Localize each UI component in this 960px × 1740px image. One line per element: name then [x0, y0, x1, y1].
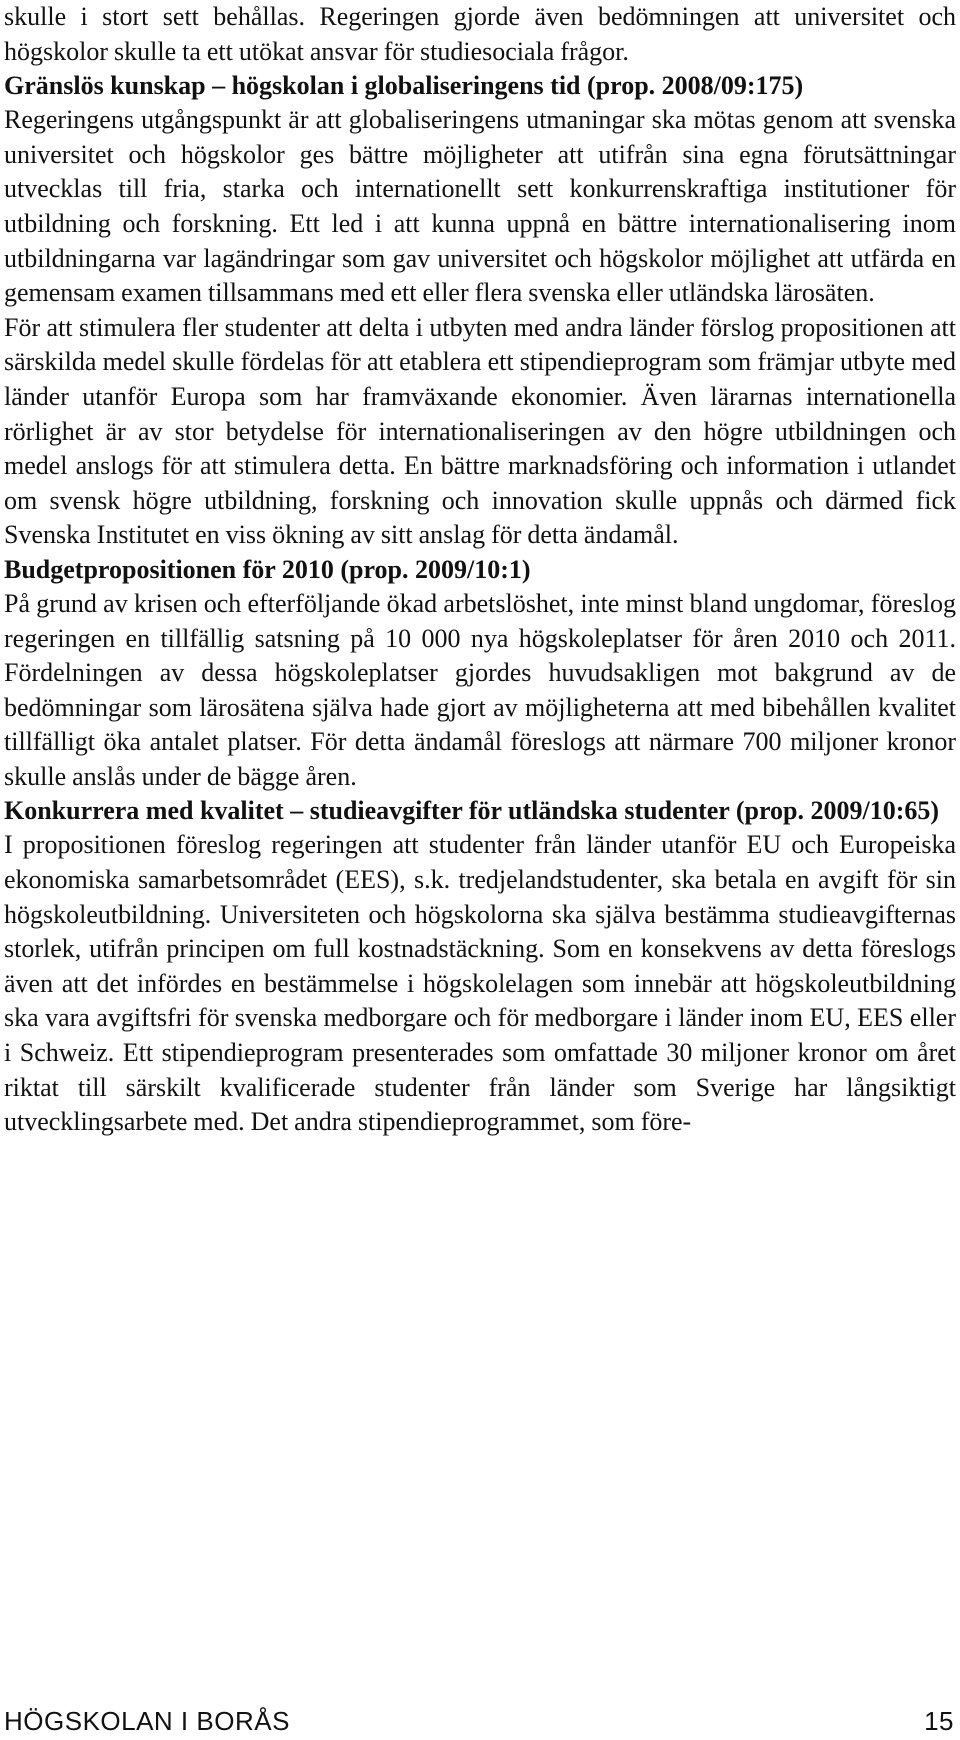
footer-publisher: HÖGSKOLAN I BORÅS — [4, 1706, 290, 1736]
paragraph-studieavgifter: I propositionen föreslog regeringen att studenter från länder utanför EU och Europeiska ekonomiska samarbetsområdet (EES), s.k. tredjelandstudenter, ska betala en avgift för sin högskoleutbildning. Universiteten och högskolorna ska själva bestämma studieavgifternas storlek, utifrån principen om full kostnadstäckning. Som en konsekvens av detta föreslogs även att det infördes en bestämmelse i högskolelagen som innebär att högskoleutbildning ska vara avgiftsfri för svenska medborgare och för medborgare i länder inom EU, EES eller i Schweiz. Ett stipendieprogram presenterades som omfattade 30 miljoner kronor om året riktat till särskilt kvalificerade studenter från länder som Sverige har långsiktigt utvecklingsarbete med. Det andra stipendieprogrammet, som före- — [4, 830, 956, 1137]
document-body — [4, 0, 956, 1140]
heading-granslos-kunskap: Gränslös kunskap – högskolan i globaliseringens tid (prop. 2008/09:175) — [4, 71, 804, 101]
heading-budgetpropositionen: Budgetpropositionen för 2010 (prop. 2009/10:1) — [4, 554, 531, 584]
page-number: 15 — [924, 1706, 954, 1736]
paragraph-stimulera-studenter: För att stimulera fler studenter att delta i utbyten med andra länder förslog propositionen att särskilda medel skulle fördelas för att etablera ett stipendieprogram som främjar utbyte med länder utanför Europa som har framväxande ekonomier. Även lärarnas internationella rörlighet är av stor betydelse för internationaliseringen av den högre utbildningen och medel anslogs för att stimulera detta. En bättre marknadsföring och information i utlandet om svensk högre utbildning, forskning och innovation skulle uppnås och därmed fick Svenska Institutet en viss ökning av sitt anslag för detta ändamål. — [4, 312, 956, 550]
page-footer — [4, 1706, 954, 1740]
paragraph-globalisering: Regeringens utgångspunkt är att globaliseringens utmaningar ska mötas genom att svenska universitet och högskolor ges bättre möjligheter att utifrån sina egna förutsättningar utvecklas till fria, starka och internationellt sett konkurrenskraftiga institutioner för utbildning och forskning. Ett led i att kunna uppnå en bättre internationalisering inom utbildningarna var lagändringar som gav universitet och högskolor möjlighet att utfärda en gemensam examen tillsammans med ett eller flera svenska eller utländska lärosäten. — [4, 105, 956, 308]
paragraph-studiesociala: skulle i stort sett behållas. Regeringen gjorde även bedömningen att universitet och högskolor skulle ta ett utökat ansvar för studiesociala frågor. — [4, 2, 956, 66]
heading-konkurrera-med-kvalitet: Konkurrera med kvalitet – studieavgifter för utländska studenter (prop. 2009/10:65) — [4, 796, 940, 826]
paragraph-hogskoleplatser: På grund av krisen och efterföljande ökad arbetslöshet, inte minst bland ungdomar, föreslog regeringen en tillfällig satsning på 10 000 nya högskoleplatser för åren 2010 och 2011. Fördelningen av dessa högskoleplatser gjordes huvudsakligen mot bakgrund av de bedömningar som lärosätena själva hade gjort av möjligheterna att med bibehållen kvalitet tillfälligt öka antalet platser. För detta ändamål föreslogs att närmare 700 miljoner kronor skulle anslås under de bägge åren. — [4, 588, 956, 791]
